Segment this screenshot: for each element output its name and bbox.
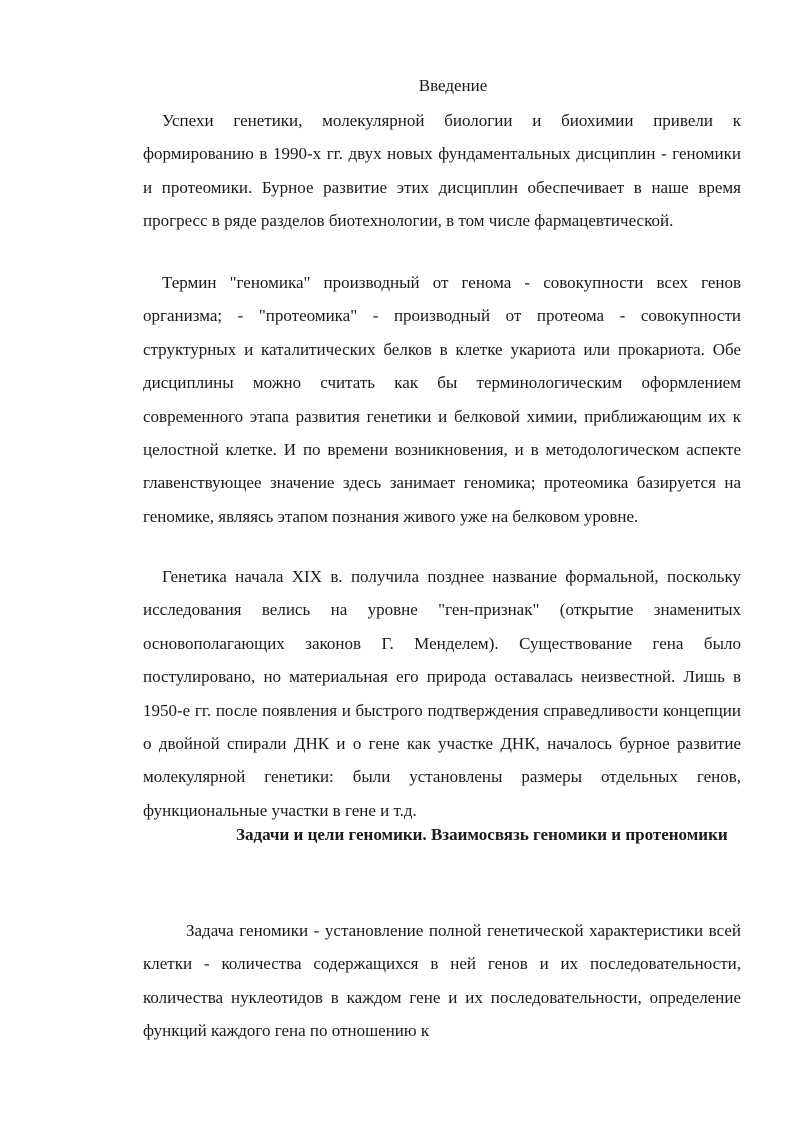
paragraph-intro: Успехи генетики, молекулярной биологии и биохимии привели к формированию в 1990-х гг. двух новых фундаментальных дисциплин - геномики и протеомики. Бурное развитие этих дисциплин обеспечивает в наше время прогресс в ряде разделов биотехнологии, в том числе фармацевтической.: [143, 111, 741, 231]
paragraph-history: Генетика начала XIX в. получила позднее название формальной, поскольку исследования велись на уровне "ген-признак" (открытие знаменитых основополагающих законов Г. Менделем). Существование гена было постулировано, но материальная его природа оставалась неизвестной. Лишь в 1950-е гг. после появления и быстрого подтверждения справедливости концепции о двойной спирали ДНК и о гене как участке ДНК, началось бурное развитие молекулярной генетики: были установлены размеры отдельных генов, функциональные участки в гене и т.д.: [143, 567, 741, 820]
paragraph-terms: Термин "геномика" производный от генома - совокупности всех генов организма; - "протеомика" - производный от протеома - совокупности структурных и каталитических белков в клетке укариота или прокариота. Обе дисциплины можно считать как бы терминологическим оформлением современного этапа развития генетики и белковой химии, приближающим их к целостной клетке. И по времени возникновения, и в методологическом аспекте главенствующее значение здесь занимает геномика; протеомика базируется на геномике, являясь этапом познания живого уже на белковом уровне.: [143, 273, 741, 526]
page-title: Введение: [418, 76, 488, 95]
paragraph-genomics-task: Задача геномики - установление полной генетической характеристики всей клетки - количества содержащихся в ней генов и их последовательности, количества нуклеотидов в каждом гене и их последовательности, определение функций каждого гена по отношению к: [143, 921, 741, 1041]
section-heading: Задачи и цели геномики. Взаимосвязь геномики и протеномики: [236, 825, 728, 844]
